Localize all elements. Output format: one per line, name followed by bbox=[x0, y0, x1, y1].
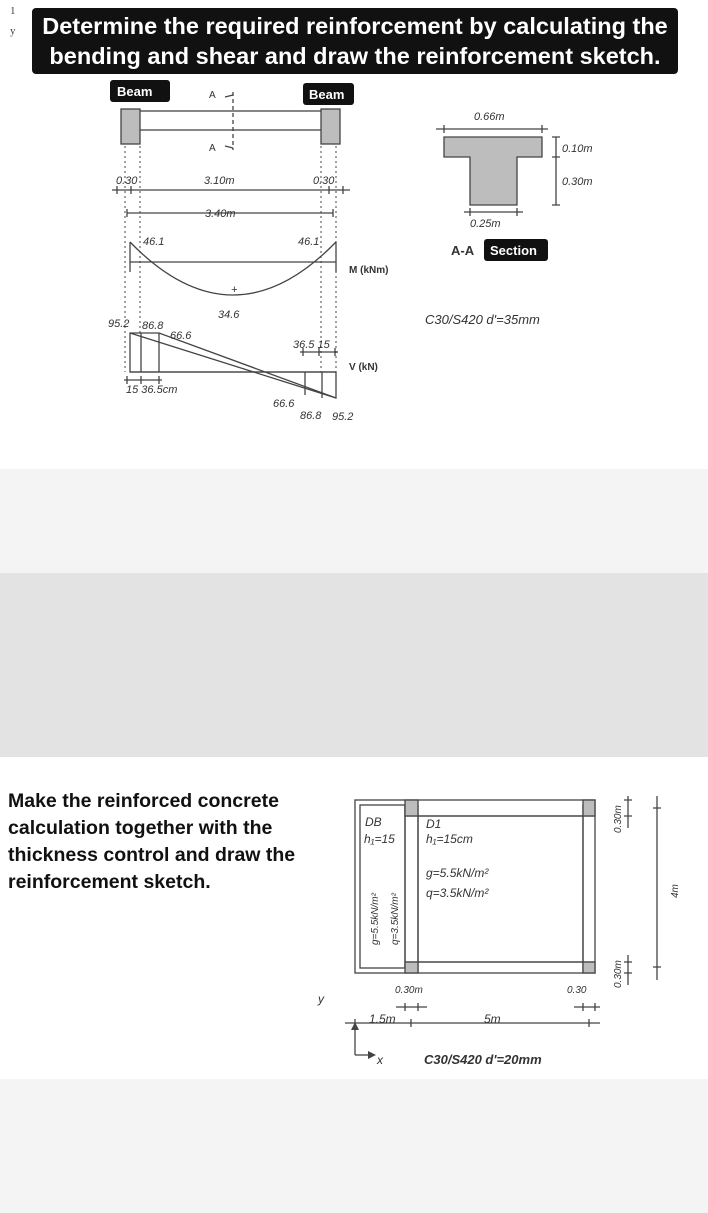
column-br bbox=[583, 962, 595, 973]
divider-band-light-1 bbox=[0, 469, 708, 573]
dim-clear-span: 3.10m bbox=[204, 175, 235, 187]
axis-y: y bbox=[318, 992, 324, 1006]
title-line-2: bending and shear and draw the reinforcement sketch. bbox=[49, 43, 661, 69]
shear-left-bottom-dims: 15 36.5cm bbox=[126, 384, 178, 396]
margin-mark-top: 1 bbox=[10, 5, 16, 17]
problem2-materials: C30/S420 d'=20mm bbox=[424, 1052, 542, 1067]
web-width: 0.25m bbox=[470, 218, 501, 230]
dim-beam-width-top: 0.30m bbox=[613, 805, 624, 833]
section-caption-label: Section bbox=[490, 243, 537, 258]
t-section bbox=[444, 137, 542, 205]
column-tl bbox=[405, 800, 418, 816]
column-tr bbox=[583, 800, 595, 816]
shear-right-value-3: 95.2 bbox=[332, 411, 354, 423]
shear-right-top-dims: 36.5 15 bbox=[293, 339, 330, 351]
flange-thickness: 0.10m bbox=[562, 143, 593, 155]
shear-label: V (kN) bbox=[349, 362, 378, 373]
title-line-1: Determine the required reinforcement by calculating the bbox=[42, 13, 668, 39]
dim-axis-span: 3.40m bbox=[205, 208, 236, 220]
dim-beam-width-bottom: 0.30m bbox=[613, 960, 624, 988]
moment-left-value: 46.1 bbox=[143, 236, 165, 248]
divider-band-light-2 bbox=[0, 1079, 708, 1213]
d1-name: D1 bbox=[426, 817, 442, 831]
section-mark-bottom: A bbox=[209, 143, 216, 154]
beam-label-left: Beam bbox=[117, 84, 153, 99]
shear-left-value-3: 66.6 bbox=[170, 330, 192, 342]
axis-x: x bbox=[377, 1053, 383, 1067]
dim-span-x: 5m bbox=[484, 1012, 501, 1026]
section-caption-prefix: A-A bbox=[451, 243, 475, 258]
shear-left-value-2: 86.8 bbox=[142, 320, 164, 332]
db-q-load: q=3.5kN/m² bbox=[390, 893, 401, 945]
problem2-diagram bbox=[0, 778, 708, 1078]
problem2-statement: Make the reinforced concrete calculation together with the thickness control and draw the reinforcement sketch. bbox=[8, 790, 296, 893]
dim-cantilever: 1.5m bbox=[369, 1012, 396, 1026]
problem1-diagram bbox=[0, 76, 708, 476]
d1-g-load: g=5.5kN/m² bbox=[426, 866, 489, 880]
dim-beam-width-right: 0.30 bbox=[567, 985, 587, 996]
db-thickness: h₁=15 bbox=[364, 832, 395, 846]
section-mark-top: A bbox=[209, 90, 216, 101]
beam-label-right: Beam bbox=[309, 87, 345, 102]
dim-support-left: 0.30 bbox=[116, 175, 138, 187]
beam-elevation bbox=[125, 111, 335, 130]
db-name: DB bbox=[365, 815, 382, 829]
flange-width: 0.66m bbox=[474, 111, 505, 123]
dim-span-y: 4m bbox=[670, 884, 681, 898]
shear-right-value-2: 86.8 bbox=[300, 410, 322, 422]
problem1-materials: C30/S420 d'=35mm bbox=[425, 312, 540, 327]
column-right bbox=[321, 109, 340, 144]
dim-beam-width-left: 0.30m bbox=[395, 985, 423, 996]
moment-mid-sign: + bbox=[231, 284, 238, 296]
total-height: 0.30m bbox=[562, 176, 593, 188]
column-bl bbox=[405, 962, 418, 973]
d1-q-load: q=3.5kN/m² bbox=[426, 886, 489, 900]
divider-band-gray bbox=[0, 573, 708, 757]
d1-thickness: h₁=15cm bbox=[426, 832, 473, 846]
db-g-load: g=5.5kN/m² bbox=[370, 893, 381, 945]
problem1-title bbox=[32, 8, 678, 74]
moment-mid-value: 34.6 bbox=[218, 309, 240, 321]
moment-label: M (kNm) bbox=[349, 265, 389, 276]
margin-mark-bottom: y bbox=[10, 25, 16, 37]
column-left bbox=[121, 109, 140, 144]
moment-right-value: 46.1 bbox=[298, 236, 320, 248]
shear-left-value-1: 95.2 bbox=[108, 318, 130, 330]
dim-support-right: 0.30 bbox=[313, 175, 335, 187]
shear-right-value-1: 66.6 bbox=[273, 398, 295, 410]
